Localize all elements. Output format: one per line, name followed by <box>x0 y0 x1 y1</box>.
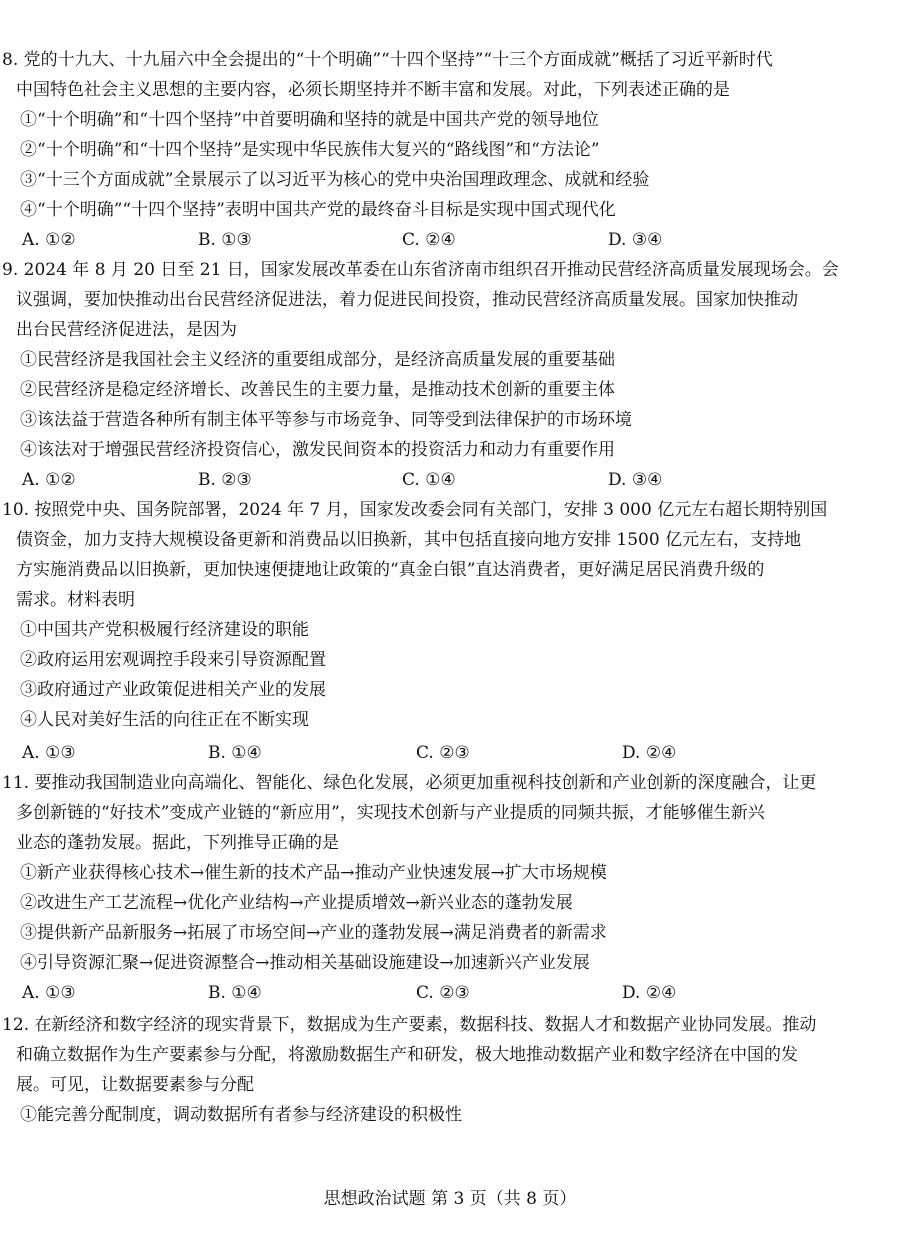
q12-stem-line-2: 和确立数据作为生产要素参与分配，将激励数据生产和研发，极大地推动数据产业和数字经济在中国的发 <box>16 1045 798 1065</box>
q11-option-2: ②改进生产工艺流程→优化产业结构→产业提质增效→新兴业态的蓬勃发展 <box>20 893 573 913</box>
q9-option-1: ①民营经济是我国社会主义经济的重要组成部分，是经济高质量发展的重要基础 <box>20 350 615 370</box>
q10-option-4: ④人民对美好生活的向往正在不断实现 <box>20 710 309 730</box>
q10-option-1: ①中国共产党积极履行经济建设的职能 <box>20 620 309 640</box>
q11-choices <box>22 978 682 1008</box>
q10-stem-line-3: 方实施消费品以旧换新，更加快速便捷地让政策的“真金白银”直达消费者，更好满足居民消费升级的 <box>16 560 765 580</box>
q11-stem-line-2: 多创新链的“好技术”变成产业链的“新应用”，实现技术创新与产业提质的同频共振，才能够催生新兴 <box>16 803 765 823</box>
q10-option-2: ②政府运用宏观调控手段来引导资源配置 <box>20 650 326 670</box>
q8-stem-line-1: 8. 党的十九大、十九届六中全会提出的“十个明确”“十四个坚持”“十三个方面成就”概括了习近平新时代 <box>2 50 773 70</box>
q8-choice-c: C. ②④ <box>402 230 456 250</box>
q8-option-4: ④“十个明确”“十四个坚持”表明中国共产党的最终奋斗目标是实现中国式现代化 <box>20 200 616 220</box>
q12-stem-line-3: 展。可见，让数据要素参与分配 <box>16 1075 254 1095</box>
q9-stem-line-1: 9. 2024 年 8 月 20 日至 21 日，国家发展改革委在山东省济南市组织召开推动民营经济高质量发展现场会。会 <box>2 260 839 280</box>
q10-choice-a: A. ①③ <box>22 743 76 763</box>
q11-option-1: ①新产业获得核心技术→催生新的技术产品→推动产业快速发展→扩大市场规模 <box>20 863 607 883</box>
q9-choice-d: D. ③④ <box>608 470 663 490</box>
q9-option-3: ③该法益于营造各种所有制主体平等参与市场竞争、同等受到法律保护的市场环境 <box>20 410 632 430</box>
q10-choice-d: D. ②④ <box>622 743 677 763</box>
q8-option-2: ②“十个明确”和“十四个坚持”是实现中华民族伟大复兴的“路线图”和“方法论” <box>20 140 600 160</box>
q10-stem-line-1: 10. 按照党中央、国务院部署，2024 年 7 月，国家发改委会同有关部门，安排 3 000 亿元左右超长期特别国 <box>2 500 828 520</box>
q12-stem-line-1: 12. 在新经济和数字经济的现实背景下，数据成为生产要素，数据科技、数据人才和数据产业协同发展。推动 <box>2 1015 817 1035</box>
q9-option-2: ②民营经济是稳定经济增长、改善民生的主要力量，是推动技术创新的重要主体 <box>20 380 615 400</box>
q8-choices <box>22 225 682 255</box>
q9-choice-b: B. ②③ <box>198 470 252 490</box>
q10-stem-line-4: 需求。材料表明 <box>16 590 135 610</box>
q9-choice-a: A. ①② <box>22 470 76 490</box>
q11-stem-line-3: 业态的蓬勃发展。据此，下列推导正确的是 <box>16 833 339 853</box>
q8-option-3: ③“十三个方面成就”全景展示了以习近平为核心的党中央治国理政理念、成就和经验 <box>20 170 650 190</box>
q9-choices <box>22 465 682 495</box>
q10-stem-line-2: 债资金，加力支持大规模设备更新和消费品以旧换新，其中包括直接向地方安排 1500 亿元左右，支持地 <box>16 530 802 550</box>
q11-option-3: ③提供新产品新服务→拓展了市场空间→产业的蓬勃发展→满足消费者的新需求 <box>20 923 607 943</box>
q11-choice-c: C. ②③ <box>416 983 470 1003</box>
q11-stem-line-1: 11. 要推动我国制造业向高端化、智能化、绿色化发展，必须更加重视科技创新和产业创新的深度融合，让更 <box>2 773 817 793</box>
q8-stem-line-2: 中国特色社会主义思想的主要内容，必须长期坚持并不断丰富和发展。对此，下列表述正确的是 <box>16 80 730 100</box>
q10-choice-c: C. ②③ <box>416 743 470 763</box>
q12-option-1: ①能完善分配制度，调动数据所有者参与经济建设的积极性 <box>20 1105 462 1125</box>
q8-choice-d: D. ③④ <box>608 230 663 250</box>
q10-option-3: ③政府通过产业政策促进相关产业的发展 <box>20 680 326 700</box>
q11-choice-a: A. ①③ <box>22 983 76 1003</box>
page-footer: 思想政治试题 第 3 页（共 8 页） <box>323 1189 577 1209</box>
q9-stem-line-2: 议强调，要加快推动出台民营经济促进法，着力促进民间投资，推动民营经济高质量发展。国家加快推动 <box>16 290 798 310</box>
q8-option-1: ①“十个明确”和“十四个坚持”中首要明确和坚持的就是中国共产党的领导地位 <box>20 110 599 130</box>
q9-choice-c: C. ①④ <box>402 470 456 490</box>
q8-choice-a: A. ①② <box>22 230 76 250</box>
q11-choice-d: D. ②④ <box>622 983 677 1003</box>
q9-stem-line-3: 出台民营经济促进法，是因为 <box>16 320 237 340</box>
q11-option-4: ④引导资源汇聚→促进资源整合→推动相关基础设施建设→加速新兴产业发展 <box>20 953 590 973</box>
q9-option-4: ④该法对于增强民营经济投资信心，激发民间资本的投资活力和动力有重要作用 <box>20 440 615 460</box>
q10-choices <box>22 738 682 768</box>
q8-choice-b: B. ①③ <box>198 230 252 250</box>
q10-choice-b: B. ①④ <box>208 743 262 763</box>
q11-choice-b: B. ①④ <box>208 983 262 1003</box>
